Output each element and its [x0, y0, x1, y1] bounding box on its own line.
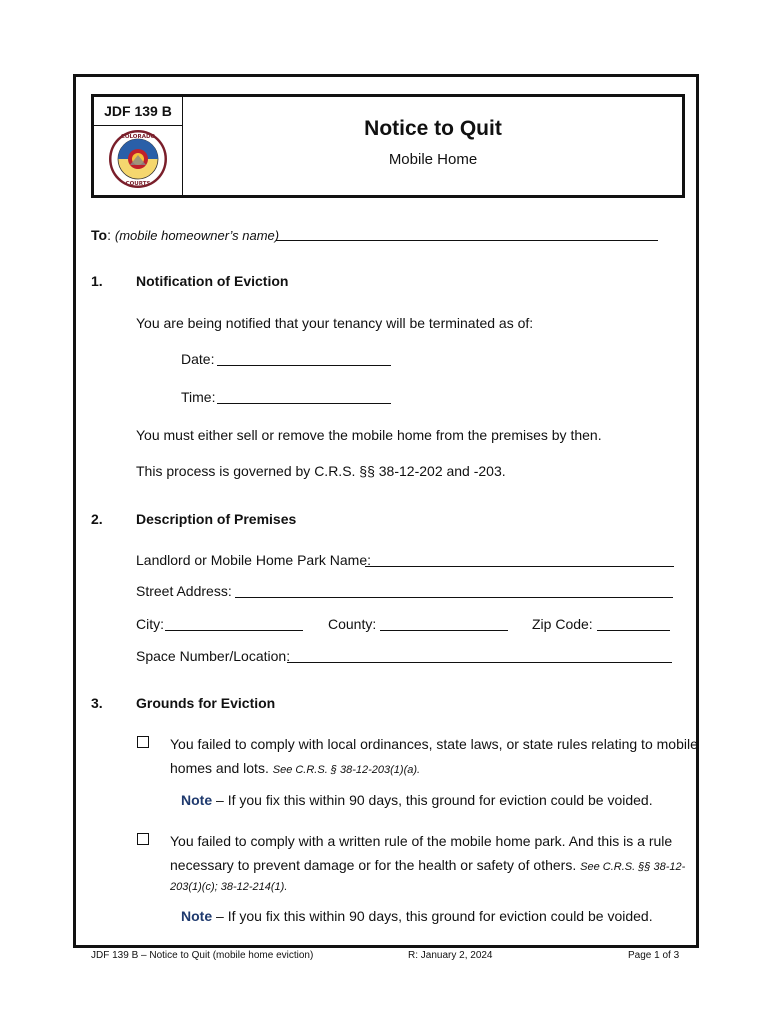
time-field[interactable]: [217, 403, 391, 404]
section1-intro: You are being notified that your tenancy will be terminated as of:: [136, 315, 534, 331]
ground1-note-label: Note: [181, 792, 213, 808]
ground1-note: [181, 792, 653, 808]
to-hint: (mobile homeowner’s name): [114, 228, 280, 243]
seal-bottom-text: COURTS: [125, 181, 151, 187]
ground2-note-label: Note: [181, 908, 213, 924]
landlord-field[interactable]: [365, 566, 674, 567]
ground1-checkbox[interactable]: [137, 736, 149, 748]
ground2-note: [181, 908, 653, 924]
section3-heading: Grounds for Eviction: [136, 695, 276, 711]
ground1-line2: homes and lots.: [170, 760, 269, 776]
section1-number: 1.: [91, 273, 103, 289]
section2-number: 2.: [91, 511, 103, 527]
sell-text: You must either sell or remove the mobile home from the premises by then.: [136, 427, 602, 443]
ground2-checkbox[interactable]: [137, 833, 149, 845]
to-colon: :: [107, 227, 111, 243]
seal-top-text: COLORADO: [120, 134, 156, 140]
city-field[interactable]: [165, 630, 303, 631]
ground2-citation-part1: See C.R.S. §§ 38-12-: [580, 861, 686, 873]
street-field[interactable]: [235, 597, 673, 598]
header-left-panel: [94, 97, 183, 195]
zip-field[interactable]: [597, 630, 670, 631]
city-label: City:: [136, 616, 164, 632]
county-field[interactable]: [380, 630, 508, 631]
to-line: [91, 227, 279, 243]
section2-heading: Description of Premises: [136, 511, 297, 527]
space-label: Space Number/Location:: [136, 648, 291, 664]
space-field[interactable]: [287, 662, 672, 663]
date-label: Date:: [181, 351, 215, 367]
ground1-line2-wrap: [170, 760, 420, 776]
zip-label: Zip Code:: [532, 616, 593, 632]
ground1-citation: See C.R.S. § 38-12-203(1)(a).: [272, 764, 421, 776]
section1-heading: Notification of Eviction: [136, 273, 289, 289]
date-field[interactable]: [217, 365, 391, 366]
homeowner-name-field[interactable]: [276, 240, 658, 241]
section3-number: 3.: [91, 695, 103, 711]
colorado-courts-seal-icon: [108, 129, 168, 189]
ground2-line2: necessary to prevent damage or for the health or safety of others.: [170, 857, 577, 873]
footer-revision: R: January 2, 2024: [408, 950, 493, 961]
governed-text: This process is governed by C.R.S. §§ 38-12-202 and -203.: [136, 463, 506, 479]
ground2-line2-wrap: [170, 857, 685, 873]
ground2-note-text: – If you fix this within 90 days, this ground for eviction could be voided.: [216, 908, 653, 924]
time-label: Time:: [181, 389, 216, 405]
form-header: [91, 94, 685, 198]
to-label: To: [91, 227, 108, 243]
footer-form-name: JDF 139 B – Notice to Quit (mobile home eviction): [91, 950, 314, 961]
county-label: County:: [328, 616, 377, 632]
street-label: Street Address:: [136, 583, 232, 599]
ground1-note-text: – If you fix this within 90 days, this ground for eviction could be voided.: [216, 792, 653, 808]
ground1-line1: You failed to comply with local ordinances, state laws, or state rules relating to mobile: [170, 736, 698, 752]
landlord-label: Landlord or Mobile Home Park Name:: [136, 552, 371, 568]
form-code: JDF 139 B: [94, 97, 182, 126]
page-subtitle: Mobile Home: [388, 151, 478, 168]
ground2-line1: You failed to comply with a written rule of the mobile home park. And this is a rule: [170, 833, 673, 849]
ground2-citation-part2: 203(1)(c); 38-12-214(1).: [170, 881, 288, 893]
footer-page-number: Page 1 of 3: [628, 950, 680, 961]
page-title: Notice to Quit: [364, 117, 502, 140]
